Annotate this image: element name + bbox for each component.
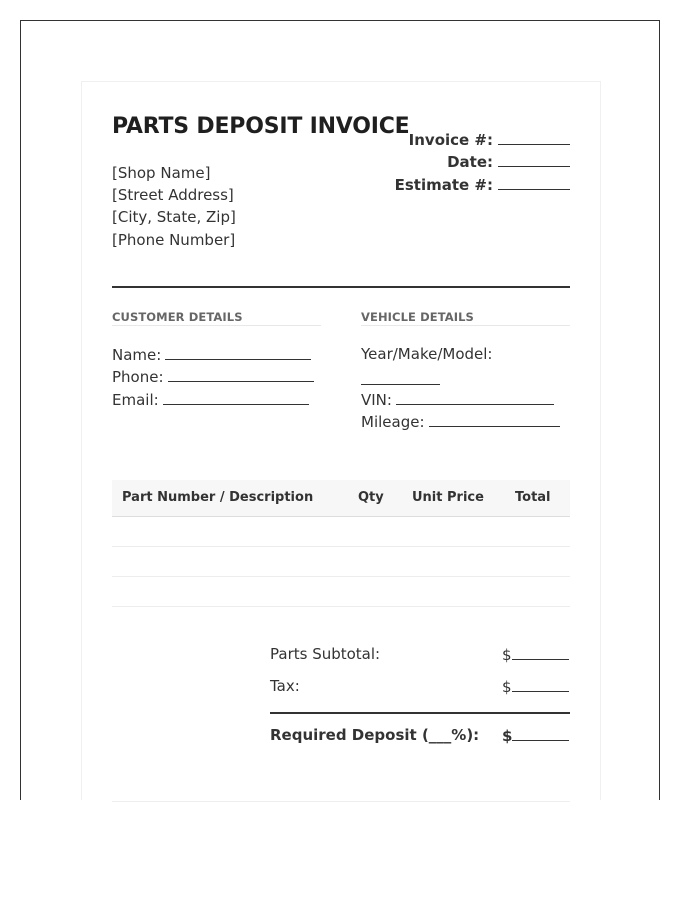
date-row [447,152,570,171]
vehicle-ymm-label: Year/Make/Model: [361,345,493,363]
table-row[interactable] [112,546,570,547]
invoice-number-field[interactable] [498,130,570,145]
vehicle-ymm-field[interactable] [361,370,440,385]
currency-symbol: $ [502,678,512,696]
customer-heading-rule [112,325,321,326]
table-row[interactable] [112,606,570,607]
estimate-label: Estimate #: [394,176,493,194]
customer-name-row [112,345,311,364]
tax-label: Tax: [270,677,300,695]
tax-value[interactable] [502,677,569,696]
column-header-total: Total [515,490,551,505]
required-deposit-value[interactable] [502,726,569,745]
customer-details-heading: CUSTOMER DETAILS [112,310,243,324]
shop-name: [Shop Name] [112,164,211,182]
estimate-row [395,175,570,194]
customer-name-field[interactable] [165,345,311,360]
date-label: Date: [447,153,493,171]
vehicle-mileage-row [361,412,560,431]
parts-subtotal-field[interactable] [512,645,569,660]
column-header-description: Part Number / Description [122,490,314,505]
customer-phone-row [112,367,314,386]
tax-field[interactable] [512,677,569,692]
vehicle-vin-field[interactable] [396,390,554,405]
shop-phone: [Phone Number] [112,231,236,249]
column-header-unit-price: Unit Price [412,490,484,505]
customer-email-field[interactable] [163,390,309,405]
table-row[interactable] [112,576,570,577]
shop-city: [City, State, Zip] [112,208,236,226]
invoice-number-row [409,130,570,149]
estimate-field[interactable] [498,175,570,190]
required-deposit-label: Required Deposit (___%): [270,726,480,744]
customer-email-row [112,390,309,409]
column-header-qty: Qty [358,490,384,505]
currency-symbol: $ [502,646,512,664]
customer-phone-field[interactable] [168,367,314,382]
vehicle-mileage-field[interactable] [429,412,560,427]
required-deposit-field[interactable] [512,726,569,741]
vehicle-mileage-label: Mileage: [361,413,425,431]
header-divider [112,286,570,288]
shop-street: [Street Address] [112,186,234,204]
vehicle-details-heading: VEHICLE DETAILS [361,310,474,324]
customer-phone-label: Phone: [112,368,164,386]
date-field[interactable] [498,152,570,167]
parts-subtotal-label: Parts Subtotal: [270,645,381,663]
parts-subtotal-value[interactable] [502,645,569,664]
summary-divider [270,712,570,714]
vehicle-vin-row [361,390,554,409]
vehicle-heading-rule [361,325,570,326]
footer-divider [112,801,570,802]
customer-name-label: Name: [112,346,162,364]
customer-email-label: Email: [112,391,159,409]
invoice-number-label: Invoice #: [408,131,493,149]
vehicle-vin-label: VIN: [361,391,392,409]
currency-symbol: $ [502,727,513,745]
vehicle-ymm-row [361,345,492,363]
invoice-title: PARTS DEPOSIT INVOICE [112,114,410,139]
